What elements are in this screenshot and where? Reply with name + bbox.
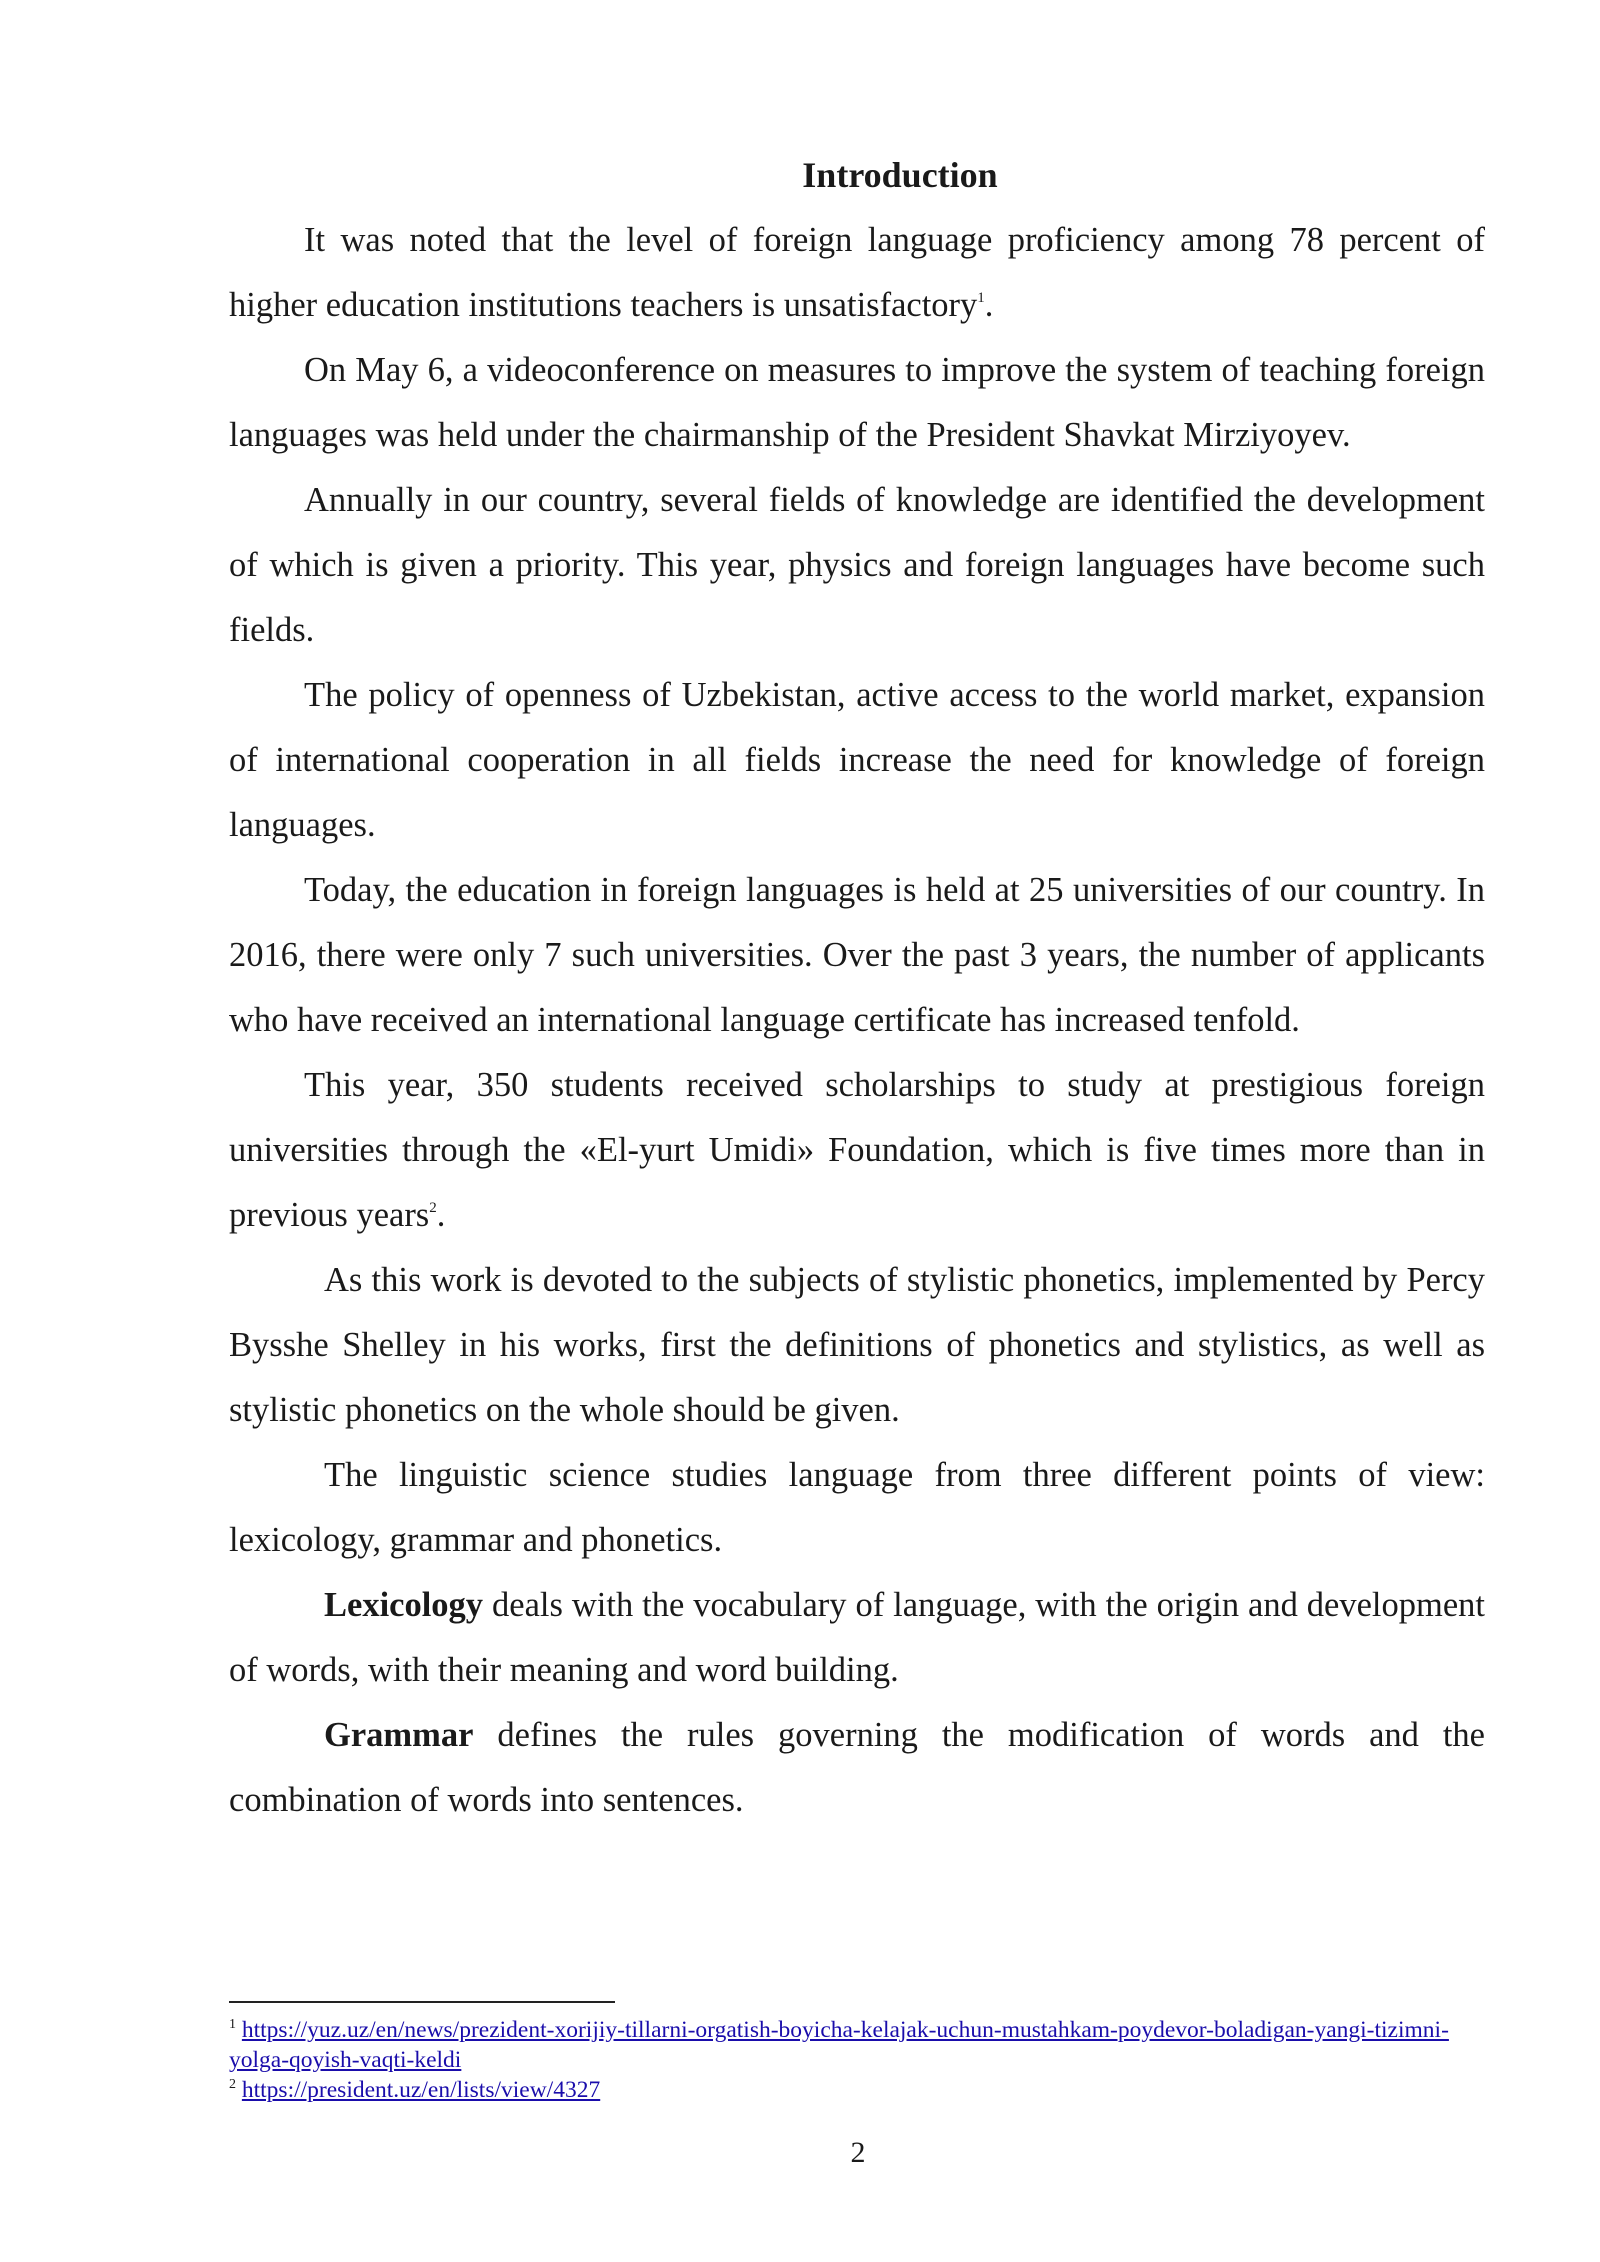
section-title: Introduction: [802, 155, 998, 195]
term-lexicology: Lexicology: [324, 1586, 484, 1624]
term-grammar: Grammar: [324, 1716, 474, 1754]
footnote-link[interactable]: https://president.uz/en/lists/view/4327: [241, 2077, 601, 2103]
footnote-number: 2: [229, 2077, 236, 2092]
footnote-reference[interactable]: 1: [977, 290, 985, 306]
paragraph-end: .: [436, 1196, 446, 1234]
body-text: [229, 208, 1485, 1833]
footnote-number: 1: [229, 2017, 236, 2032]
paragraph-9: [229, 1573, 1485, 1703]
footnotes: [229, 2015, 1499, 2105]
footnote-link[interactable]: https://yuz.uz/en/news/prezident-xorijiy-tillarni-orgatish-boyicha-kelajak-uchun-mustahkam-poydevor-boladigan-yangi-tizimni-yolga-qoyish-vaqti-keldi: [229, 2017, 1449, 2073]
paragraph-8: [229, 1443, 1485, 1573]
paragraph-text: The linguistic science studies language from three different points of view: lexicology, grammar and phonetics.: [229, 1456, 1485, 1559]
paragraph-2: [229, 338, 1485, 468]
paragraph-text: Annually in our country, several fields of knowledge are identified the development of which is given a priority. This year, physics and foreign languages have become such fields.: [229, 481, 1485, 649]
page-number: 2: [850, 2136, 866, 2169]
paragraph-1: [229, 208, 1485, 338]
paragraph-6: [229, 1053, 1485, 1248]
footnote-separator: [229, 2001, 615, 2003]
paragraph-text: Today, the education in foreign languages is held at 25 universities of our country. In 2016, there were only 7 such universities. Over the past 3 years, the number of applicants who have received an international language certificate has increased tenfold.: [229, 871, 1485, 1039]
paragraph-text: On May 6, a videoconference on measures to improve the system of teaching foreign languages was held under the chairmanship of the President Shavkat Mirziyoyev.: [229, 351, 1485, 454]
footnote-1: [229, 2015, 1499, 2075]
paragraph-text: This year, 350 students received scholarships to study at prestigious foreign universities through the «El-yurt Umidi» Foundation, which is five times more than in previous years: [229, 1066, 1485, 1234]
paragraph-text: defines the rules governing the modification of words and the combination of words into sentences.: [229, 1716, 1485, 1819]
paragraph-end: .: [984, 286, 994, 324]
footnote-reference[interactable]: 2: [429, 1200, 437, 1216]
footnote-2: [229, 2075, 1499, 2105]
paragraph-4: [229, 663, 1485, 858]
paragraph-7: [229, 1248, 1485, 1443]
paragraph-text: The policy of openness of Uzbekistan, active access to the world market, expansion of international cooperation in all fields increase the need for knowledge of foreign languages.: [229, 676, 1485, 844]
paragraph-text: It was noted that the level of foreign language proficiency among 78 percent of higher education institutions teachers is unsatisfactory: [229, 221, 1485, 324]
paragraph-5: [229, 858, 1485, 1053]
paragraph-text: As this work is devoted to the subjects of stylistic phonetics, implemented by Percy Bysshe Shelley in his works, first the definitions of phonetics and stylistics, as well as stylistic phonetics on the whole should be given.: [229, 1261, 1485, 1429]
paragraph-text: deals with the vocabulary of language, with the origin and development of words, with their meaning and word building.: [229, 1586, 1485, 1689]
paragraph-10: [229, 1703, 1485, 1833]
paragraph-3: [229, 468, 1485, 663]
